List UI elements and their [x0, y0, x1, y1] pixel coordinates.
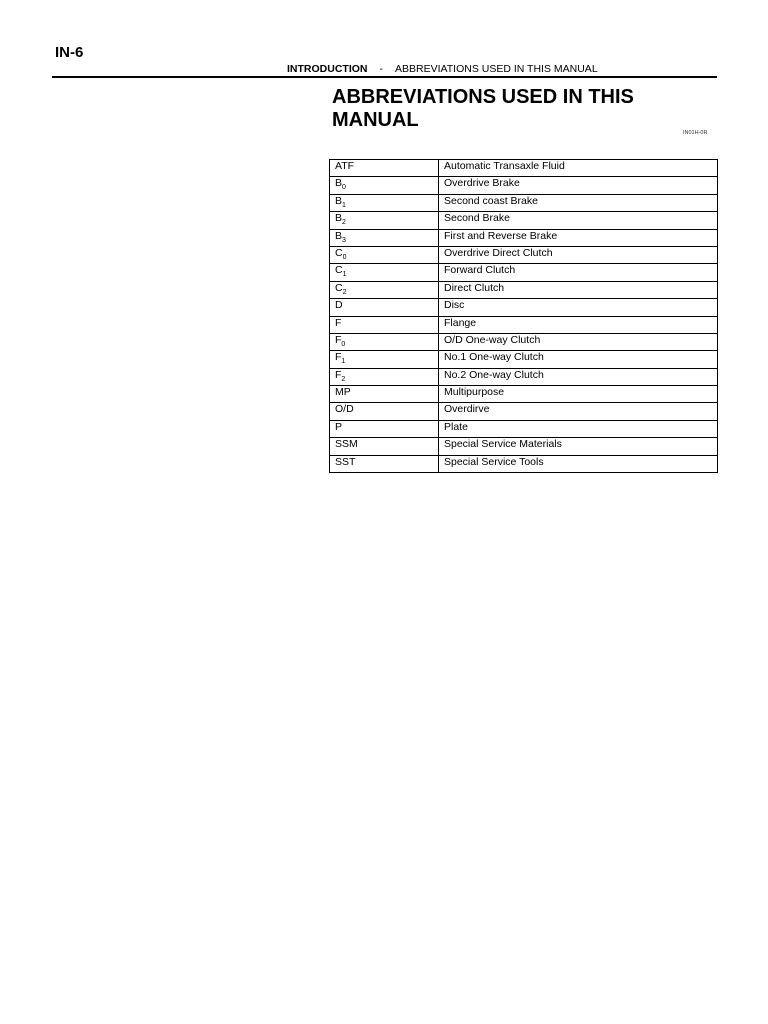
- meaning-cell: Automatic Transaxle Fluid: [439, 160, 718, 177]
- running-header: [287, 63, 598, 75]
- reference-code: IN01H-0R: [683, 130, 708, 136]
- header-rule: [52, 76, 717, 78]
- abbreviation-subscript: 0: [342, 254, 347, 262]
- table-row: [330, 438, 718, 455]
- table-row: [330, 194, 718, 211]
- table-row: [330, 333, 718, 350]
- abbreviation-subscript: 2: [341, 375, 346, 383]
- table-row: [330, 316, 718, 333]
- abbreviation-text: F: [335, 333, 342, 346]
- abbreviations-table-body: [330, 160, 718, 473]
- abbreviation-cell: [330, 351, 439, 368]
- meaning-cell: No.2 One-way Clutch: [439, 368, 718, 385]
- table-row: [330, 420, 718, 437]
- header-subsection: ABBREVIATIONS USED IN THIS MANUAL: [395, 63, 598, 75]
- meaning-cell: Multipurpose: [439, 386, 718, 403]
- abbreviation-subscript: 3: [342, 236, 346, 244]
- meaning-cell: Special Service Materials: [439, 438, 718, 455]
- abbreviation-text: D: [335, 299, 343, 312]
- table-row: [330, 351, 718, 368]
- meaning-cell: Plate: [439, 420, 718, 437]
- abbreviation-cell: [330, 194, 439, 211]
- meaning-cell: Forward Clutch: [439, 264, 718, 281]
- meaning-cell: Direct Clutch: [439, 281, 718, 298]
- abbreviation-text: F: [335, 316, 342, 329]
- abbreviation-cell: [330, 316, 439, 333]
- header-section: INTRODUCTION: [287, 63, 368, 75]
- abbreviation-text: MP: [335, 386, 351, 399]
- meaning-cell: O/D One-way Clutch: [439, 333, 718, 350]
- abbreviation-text: C: [335, 281, 343, 294]
- abbreviation-text: SSM: [335, 438, 358, 451]
- page-title: ABBREVIATIONS USED IN THIS MANUAL: [332, 86, 634, 131]
- meaning-cell: Overdrive Direct Clutch: [439, 246, 718, 263]
- abbreviation-text: P: [335, 420, 343, 433]
- abbreviation-cell: [330, 246, 439, 263]
- abbreviation-cell: [330, 229, 439, 246]
- table-row: [330, 264, 718, 281]
- abbreviation-cell: [330, 438, 439, 455]
- abbreviation-cell: [330, 333, 439, 350]
- abbreviation-subscript: 0: [342, 184, 346, 192]
- abbreviation-cell: [330, 264, 439, 281]
- page-number: IN-6: [55, 44, 84, 61]
- table-row: [330, 403, 718, 420]
- abbreviation-cell: [330, 386, 439, 403]
- abbreviation-subscript: 1: [342, 271, 347, 279]
- table-row: [330, 246, 718, 263]
- abbreviation-cell: [330, 420, 439, 437]
- abbreviation-text: ATF: [335, 160, 355, 172]
- abbreviation-subscript: 0: [341, 341, 346, 348]
- abbreviation-text: C: [335, 264, 343, 277]
- abbreviation-text: C: [335, 246, 343, 259]
- abbreviation-text: B: [335, 177, 343, 190]
- table-row: [330, 160, 718, 177]
- abbreviation-subscript: 2: [342, 219, 346, 227]
- table-row: [330, 212, 718, 229]
- table-row: [330, 386, 718, 403]
- abbreviation-text: B: [335, 229, 343, 242]
- abbreviation-text: O/D: [335, 403, 354, 416]
- meaning-cell: Second coast Brake: [439, 194, 718, 211]
- abbreviation-cell: [330, 455, 439, 472]
- abbreviation-cell: [330, 299, 439, 316]
- header-separator: -: [379, 63, 383, 75]
- meaning-cell: Overdrive Brake: [439, 177, 718, 194]
- meaning-cell: First and Reverse Brake: [439, 229, 718, 246]
- meaning-cell: Special Service Tools: [439, 455, 718, 472]
- abbreviation-subscript: 1: [342, 201, 346, 209]
- meaning-cell: Overdirve: [439, 403, 718, 420]
- abbreviation-subscript: 2: [342, 288, 347, 296]
- abbreviation-cell: [330, 368, 439, 385]
- abbreviation-cell: [330, 403, 439, 420]
- meaning-cell: Flange: [439, 316, 718, 333]
- abbreviation-cell: [330, 212, 439, 229]
- abbreviation-text: SST: [335, 455, 356, 468]
- meaning-cell: No.1 One-way Clutch: [439, 351, 718, 368]
- meaning-cell: Disc: [439, 299, 718, 316]
- abbreviation-cell: [330, 177, 439, 194]
- table-row: [330, 455, 718, 472]
- abbreviations-table: [329, 159, 718, 473]
- table-row: [330, 368, 718, 385]
- abbreviation-subscript: 1: [341, 358, 346, 366]
- abbreviation-text: B: [335, 212, 343, 225]
- abbreviation-cell: [330, 281, 439, 298]
- abbreviation-text: F: [335, 351, 342, 364]
- table-row: [330, 229, 718, 246]
- table-row: [330, 177, 718, 194]
- abbreviation-text: B: [335, 194, 343, 207]
- table-row: [330, 281, 718, 298]
- table-row: [330, 299, 718, 316]
- abbreviation-cell: [330, 160, 439, 177]
- meaning-cell: Second Brake: [439, 212, 718, 229]
- abbreviation-text: F: [335, 368, 342, 381]
